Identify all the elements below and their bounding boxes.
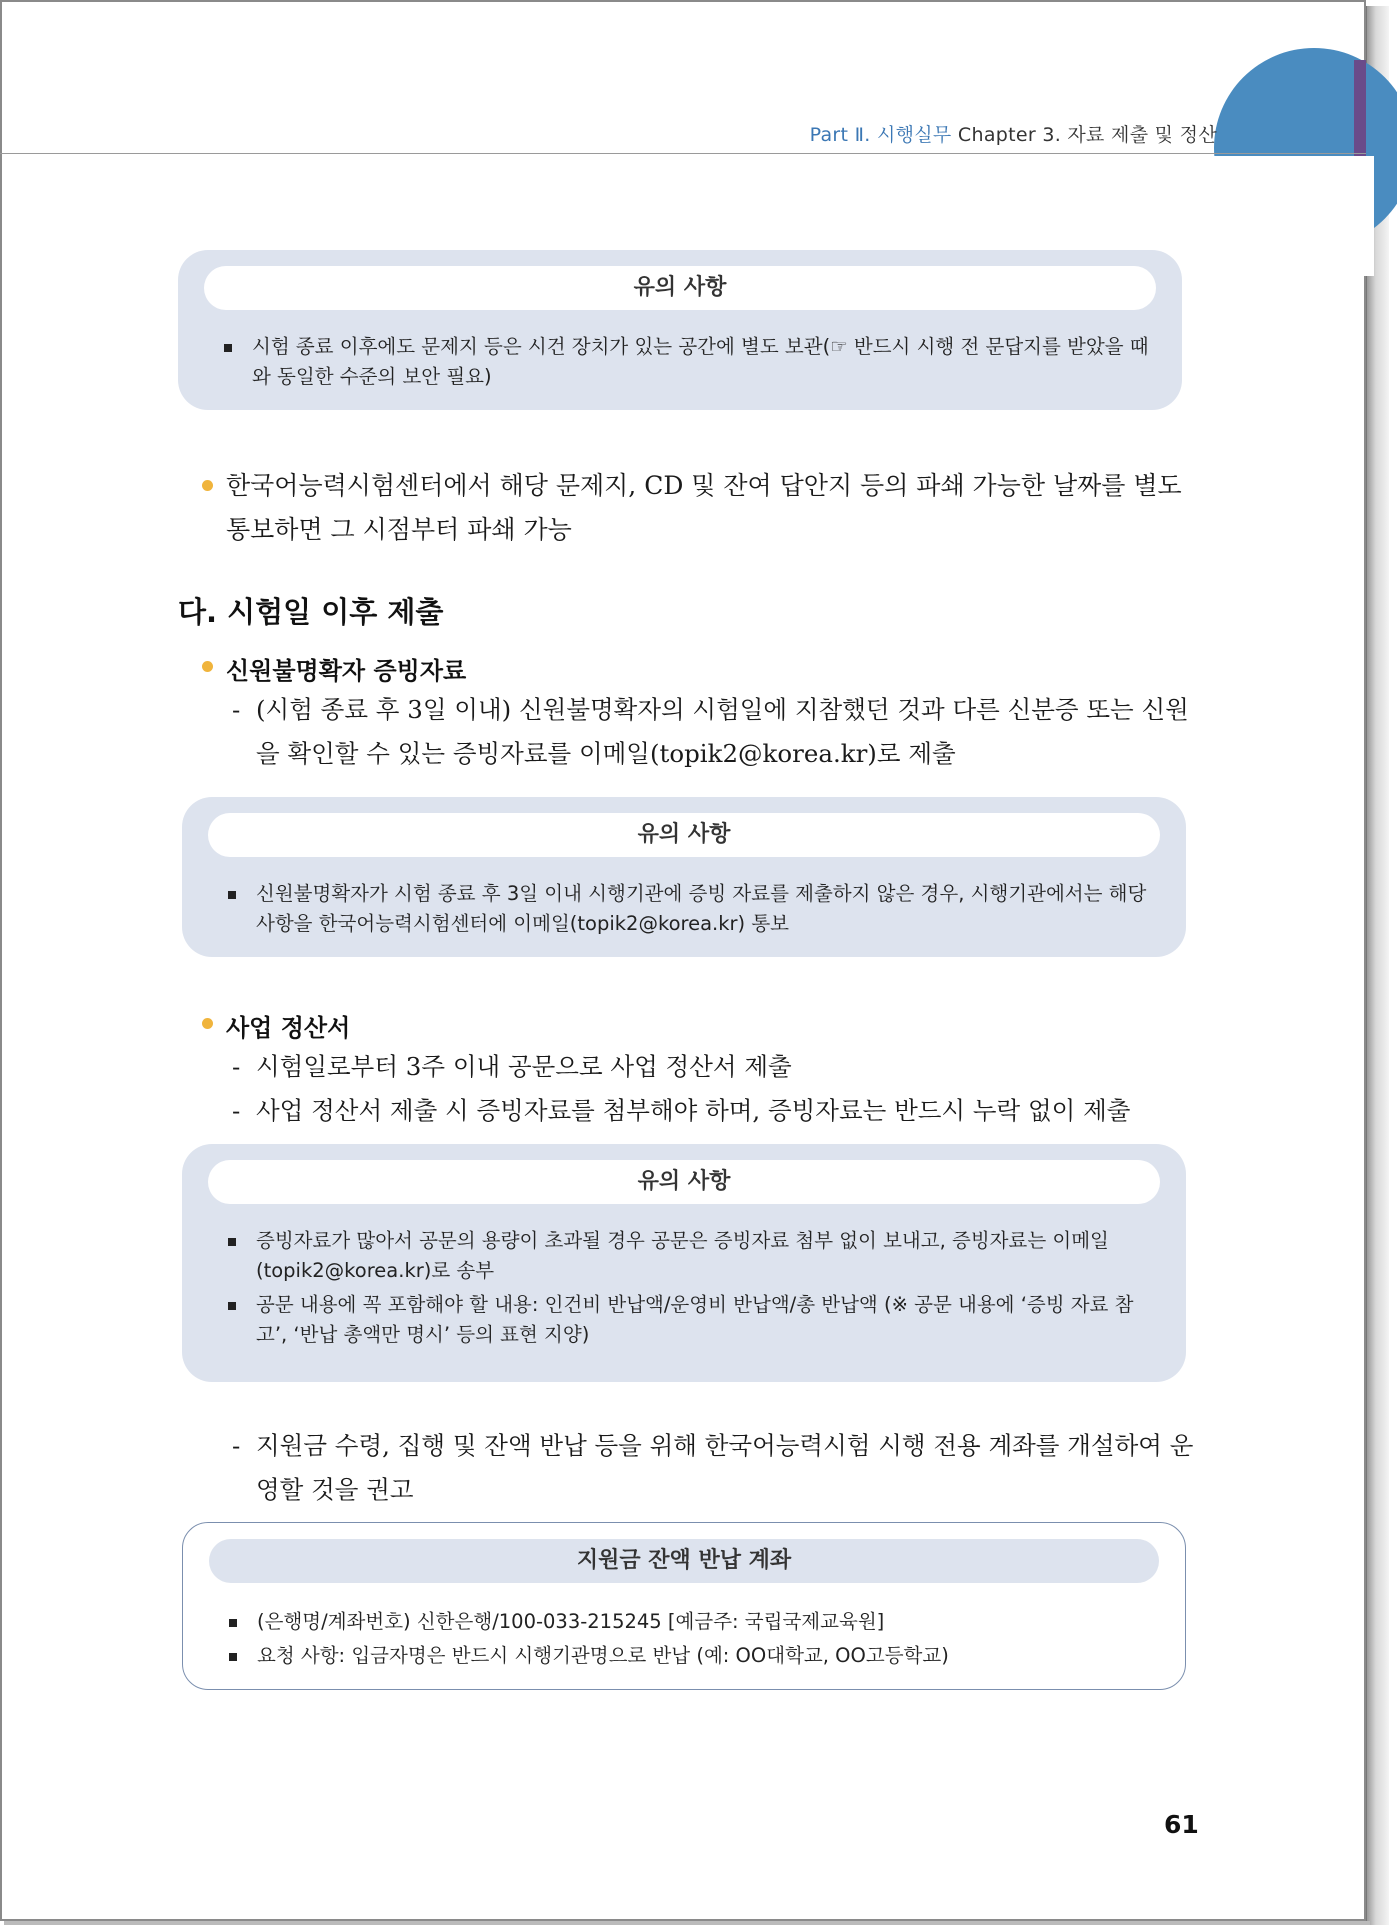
account-title: 지원금 잔액 반납 계좌 [209,1539,1159,1583]
notice-title: 유의 사항 [204,266,1156,310]
notice-list [228,1226,1160,1354]
corner-mask [1214,156,1374,276]
page-bottom-edge [4,1921,1370,1925]
subsection-title: 신원불명확자 증빙자료 [226,657,467,685]
notice-list [228,879,1160,943]
paragraph-bullet: 한국어능력시험센터에서 해당 문제지, CD 및 잔여 답안지 등의 파쇄 가능한 날짜를 별도 통보하면 그 시점부터 파쇄 가능 [226,471,1182,544]
notice-box-3 [182,1144,1186,1382]
notice-item: 공문 내용에 꼭 포함해야 할 내용: 인건비 반납액/운영비 반납액/총 반납액 (※ 공문 내용에 ‘증빙 자료 참고’, ‘반납 총액만 명시’ 등의 표현 지양) [228,1290,1160,1350]
header-rule [0,153,1366,154]
header-chapter: Chapter 3. 자료 제출 및 정산 [957,124,1217,146]
dash-item: - 시험일로부터 3주 이내 공문으로 사업 정산서 제출 [232,1052,792,1081]
notice-list [224,332,1156,396]
bullet-dot [202,1018,213,1029]
bullet-dot [202,480,213,491]
account-box [182,1522,1186,1690]
dash-item: - 지원금 수령, 집행 및 잔액 반납 등을 위해 한국어능력시험 시행 전용 계좌를 개설하여 운영할 것을 권고 [232,1431,1194,1504]
notice-item: 증빙자료가 많아서 공문의 용량이 초과될 경우 공문은 증빙자료 첨부 없이 보내고, 증빙자료는 이메일(topik2@korea.kr)로 송부 [228,1226,1160,1286]
dash-item-text: 시험일로부터 3주 이내 공문으로 사업 정산서 제출 [256,1052,792,1081]
header-part: Part Ⅱ. 시행실무 [809,124,952,146]
section-title: 다. 시험일 이후 제출 [178,595,444,629]
notice-item: 신원불명확자가 시험 종료 후 3일 이내 시행기관에 증빙 자료를 제출하지 않은 경우, 시행기관에서는 해당 사항을 한국어능력시험센터에 이메일(topik2@korea.kr) 통보 [228,879,1160,939]
notice-box-1 [178,250,1182,410]
running-header [810,120,1217,147]
page-edge-shadow [1366,6,1389,1925]
notice-title: 유의 사항 [208,1160,1160,1204]
notice-title: 유의 사항 [208,813,1160,857]
bullet-dot [202,661,213,672]
subsection-title: 사업 정산서 [226,1014,351,1042]
notice-box-2 [182,797,1186,957]
account-item: (은행명/계좌번호) 신한은행/100-033-215245 [예금주: 국립국제교육원] [229,1607,1159,1637]
dash-item-text: (시험 종료 후 3일 이내) 신원불명확자의 시험일에 지참했던 것과 다른 신분증 또는 신원을 확인할 수 있는 증빙자료를 이메일(topik2@korea.kr)로 제출 [256,695,1189,768]
notice-item: 시험 종료 이후에도 문제지 등은 시건 장치가 있는 공간에 별도 보관(☞ 반드시 시행 전 문답지를 받았을 때와 동일한 수준의 보안 필요) [224,332,1156,392]
dash-item-text: 사업 정산서 제출 시 증빙자료를 첨부해야 하며, 증빙자료는 반드시 누락 없이 제출 [256,1096,1131,1125]
account-list [229,1607,1159,1675]
account-item: 요청 사항: 입금자명은 반드시 시행기관명으로 반납 (예: OO대학교, OO고등학교) [229,1641,1159,1671]
corner-stripe [1354,60,1366,156]
page-number: 61 [1164,1810,1199,1839]
dash-item: - (시험 종료 후 3일 이내) 신원불명확자의 시험일에 지참했던 것과 다른 신분증 또는 신원을 확인할 수 있는 증빙자료를 이메일(topik2@korea.kr)로 제출 [232,695,1189,768]
dash-item-text: 지원금 수령, 집행 및 잔액 반납 등을 위해 한국어능력시험 시행 전용 계좌를 개설하여 운영할 것을 권고 [256,1431,1194,1504]
dash-item: - 사업 정산서 제출 시 증빙자료를 첨부해야 하며, 증빙자료는 반드시 누락 없이 제출 [232,1096,1131,1125]
